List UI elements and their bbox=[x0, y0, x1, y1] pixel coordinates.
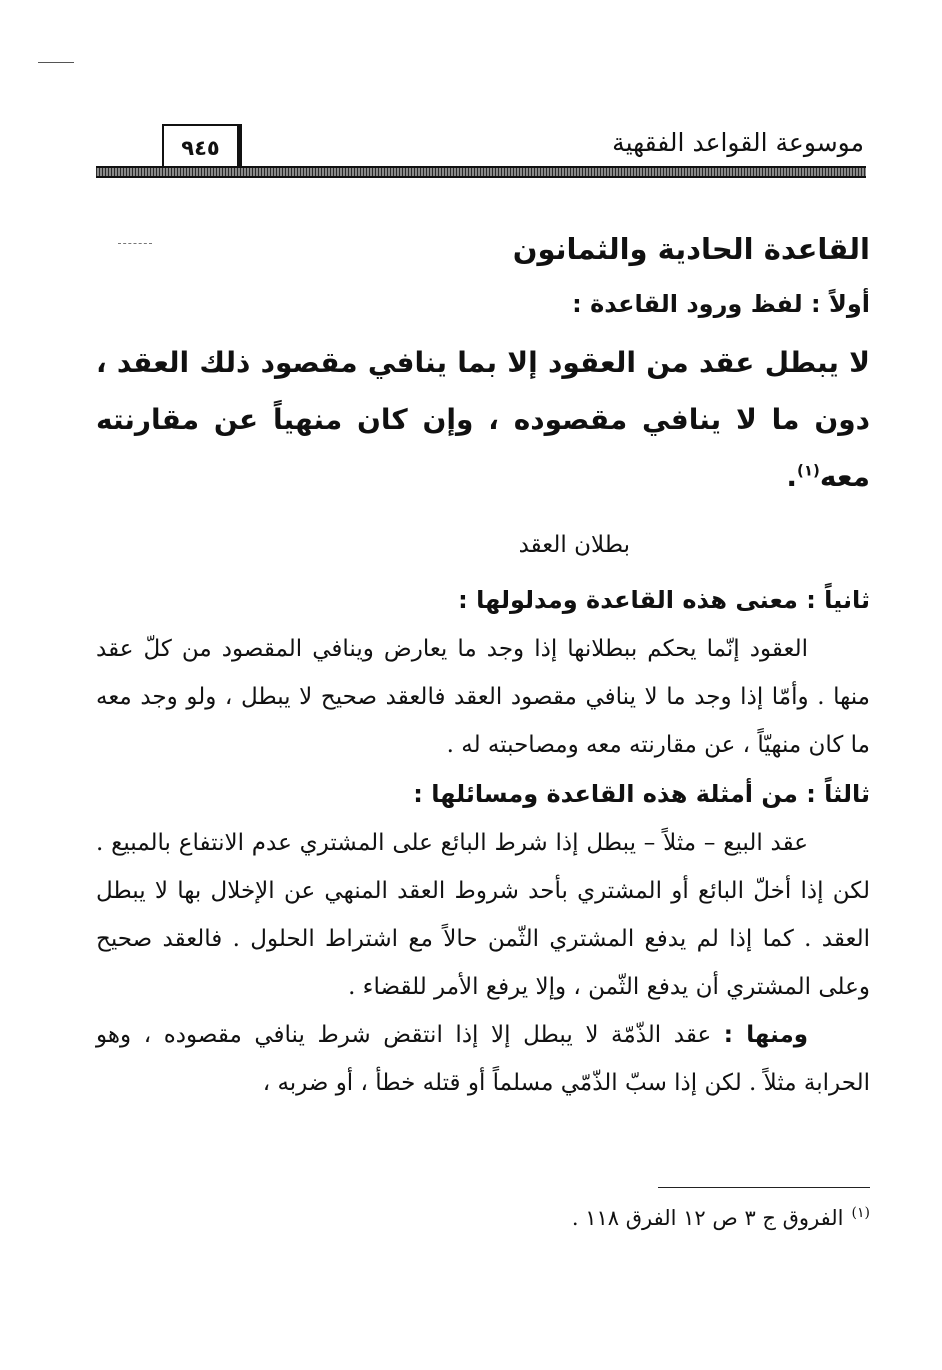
header-rule bbox=[96, 166, 866, 178]
page-content bbox=[96, 220, 870, 1107]
rule-end-mark: . bbox=[786, 460, 797, 493]
page-number: ٩٤٥ bbox=[162, 124, 242, 168]
rule-text: لا يبطل عقد من العقود إلا بما ينافي مقصود ذلك العقد ، دون ما لا ينافي مقصوده ، وإن كان منهياً عن مقارنته معه bbox=[96, 346, 870, 493]
first-section-heading: أولاً : لفظ ورود القاعدة : bbox=[572, 290, 870, 318]
footnote bbox=[572, 1206, 870, 1230]
meaning-paragraph: العقود إنّما يحكم ببطلانها إذا وجد ما يعارض وينافي المقصود من كلّ عقد منها . وأمّا إذا وجد ما لا ينافي مقصود العقد فالعقد صحيح لا يبطل ، ولو وجد معه ما كان منهيّاً ، عن مقارنته معه ومصاحبته له . bbox=[96, 636, 870, 758]
scan-mark bbox=[38, 62, 74, 63]
example-2-label: ومنها : bbox=[723, 1022, 809, 1048]
running-title: موسوعة القواعد الفقهية bbox=[612, 128, 864, 157]
footnote-separator bbox=[658, 1187, 870, 1188]
rule-title: القاعدة الحادية والثمانون bbox=[512, 232, 870, 266]
footnote-reference[interactable]: (١) bbox=[797, 461, 820, 480]
example-paragraph-2 bbox=[96, 1011, 870, 1107]
topic-label: بطلان العقد bbox=[518, 532, 630, 558]
examples-section-heading: ثالثاً : من أمثلة هذه القاعدة ومسائلها : bbox=[413, 780, 870, 808]
example-2-text: عقد الذّمّة لا يبطل إلا إذا انتقض شرط ينافي مقصوده ، وهو الحرابة مثلاً . لكن إذا سبّ الذّمّي مسلماً أو قتله خطأ ، أو ضربه ، bbox=[96, 1022, 870, 1096]
footnote-text: الفروق ج ٣ ص ١٢ الفرق ١١٨ . bbox=[571, 1206, 844, 1230]
footnote-number: (١) bbox=[851, 1205, 870, 1221]
meaning-section-heading: ثانياً : معنى هذه القاعدة ومدلولها : bbox=[458, 586, 870, 614]
example-paragraph-1: عقد البيع – مثلاً – يبطل إذا شرط البائع على المشتري عدم الانتفاع بالمبيع . لكن إذا أخلّ البائع أو المشتري بأحد شروط العقد المنهي عن الإخلال بها لا يبطل العقد . كما إذا لم يدفع المشتري الثّمن حالاً مع اشتراط الحلول . فالعقد صحيح وعلى المشتري أن يدفع الثّمن ، وإلا يرفع الأمر للقضاء . bbox=[96, 830, 870, 1000]
rule-text-block bbox=[96, 334, 870, 505]
